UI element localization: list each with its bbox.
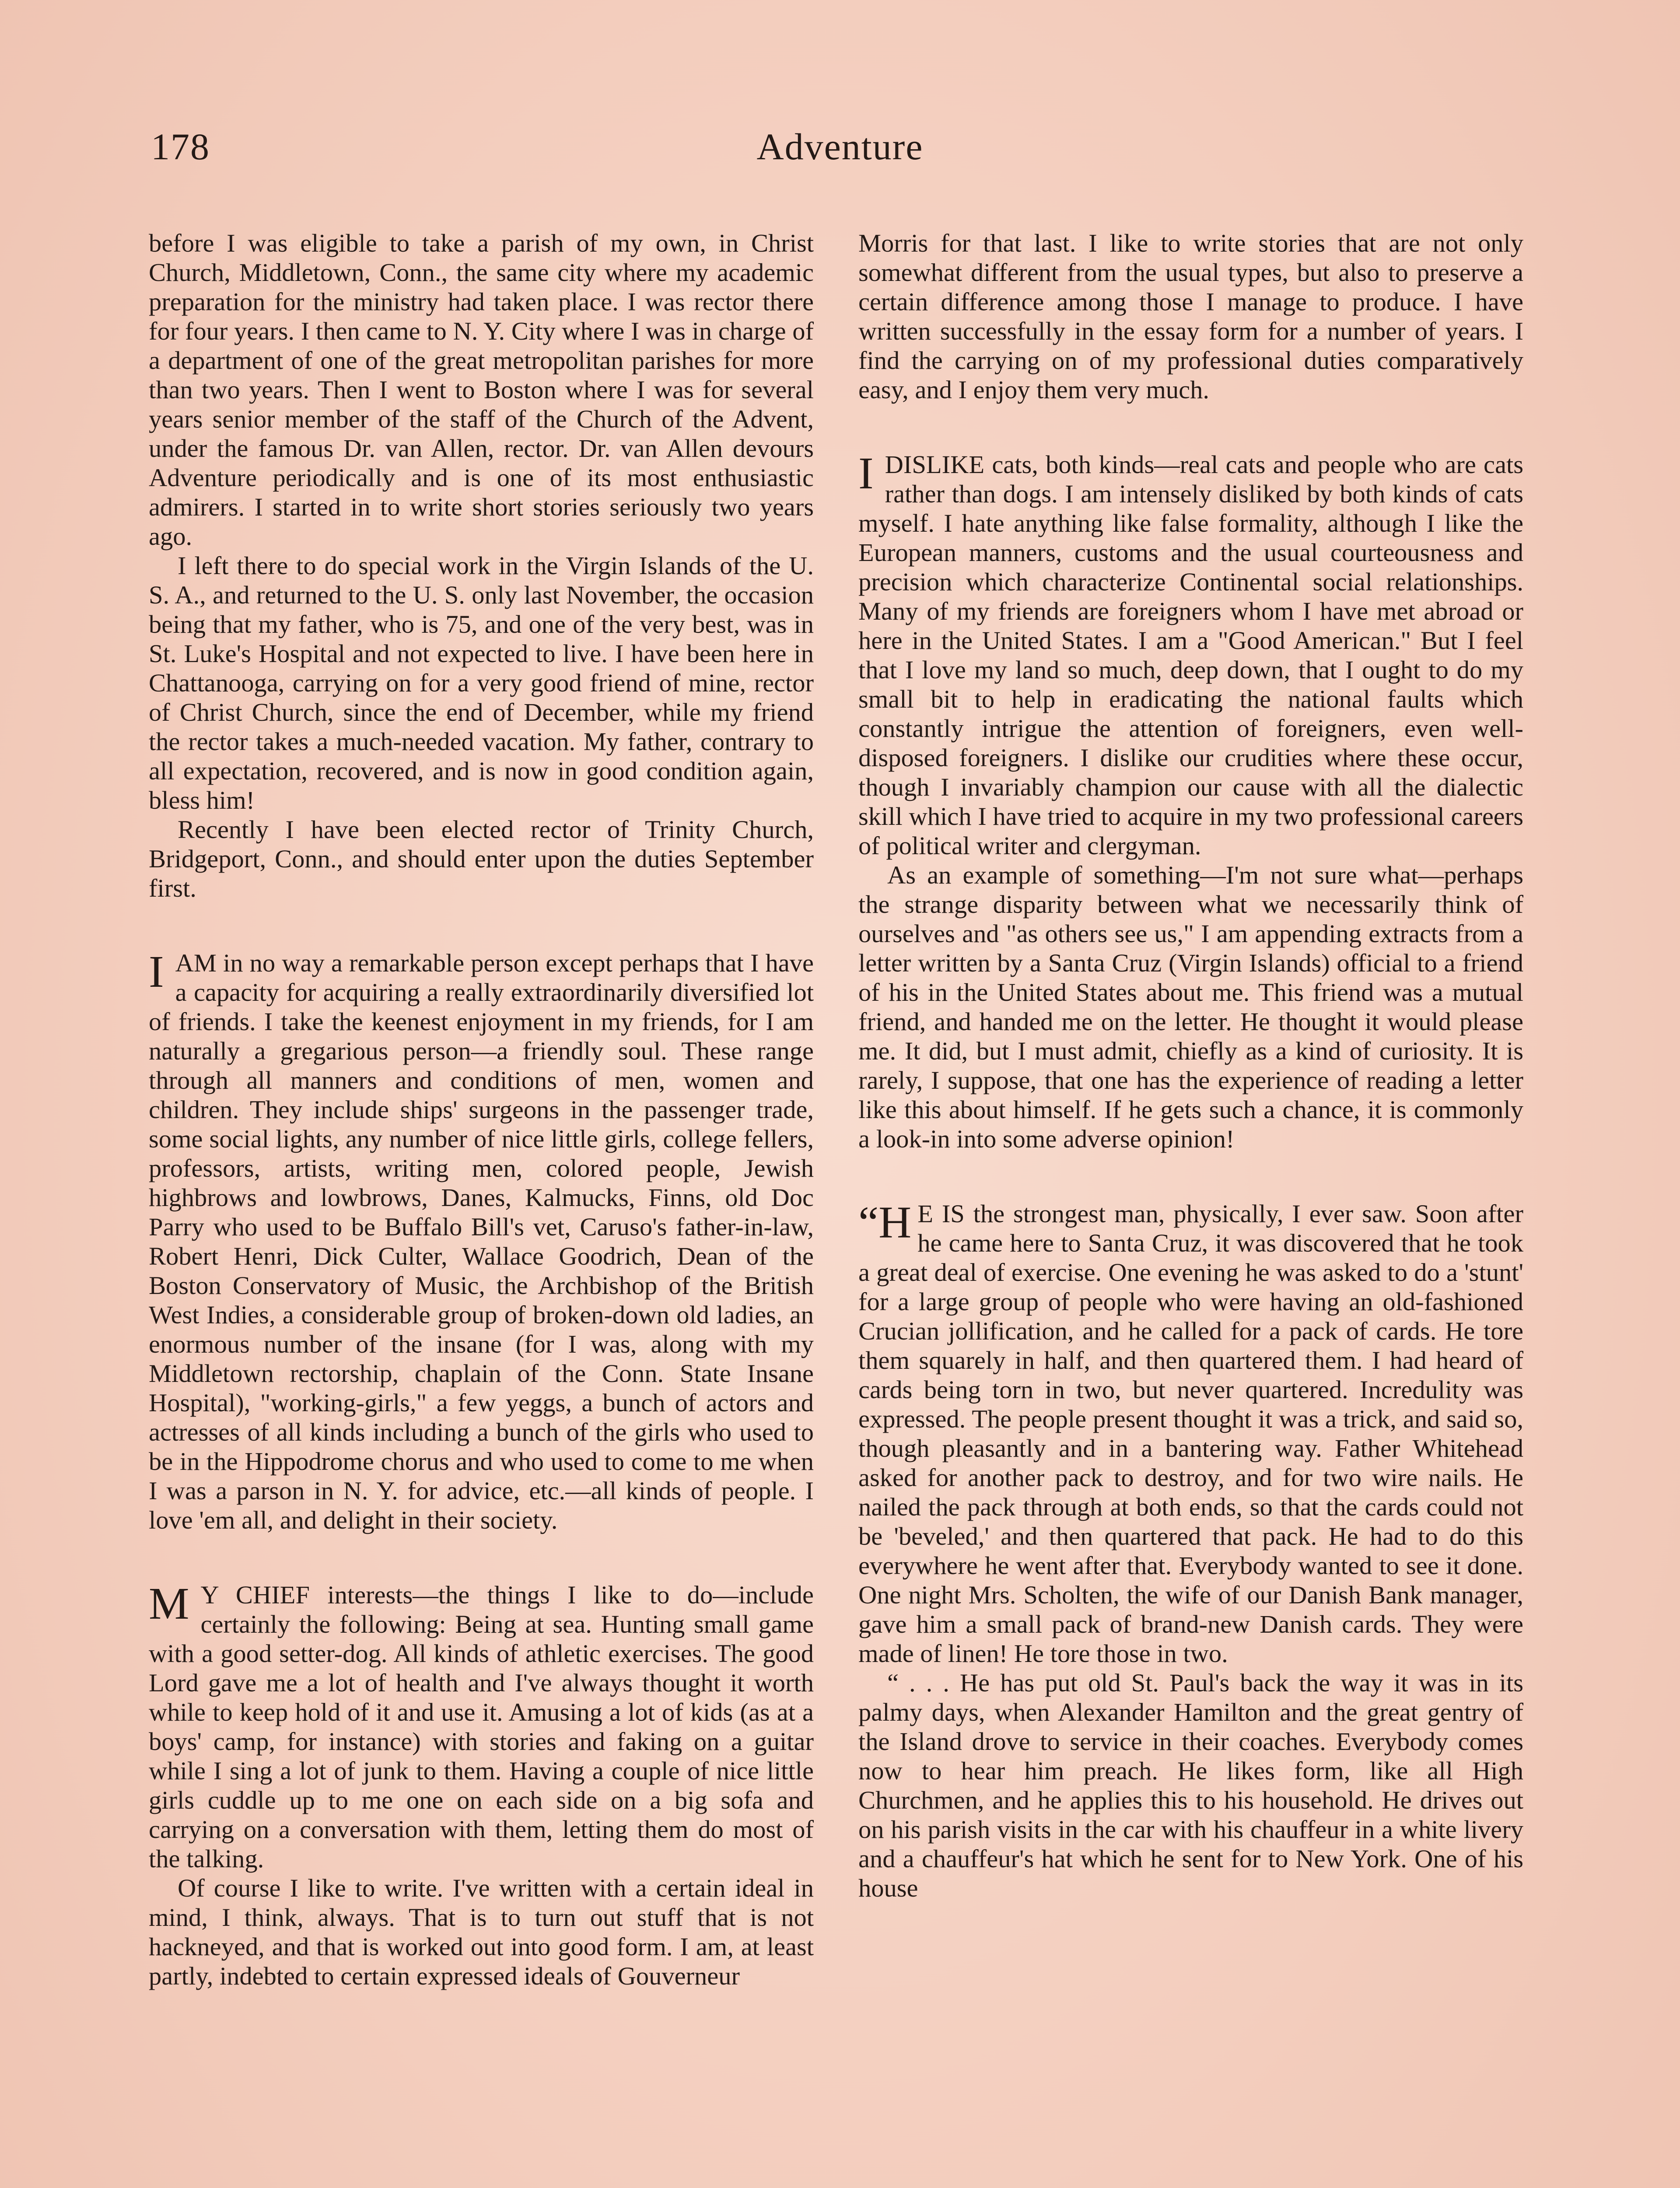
drop-cap: M [149,1578,189,1629]
paragraph: Of course I like to write. I've written with a certain ideal in mind, I think, always. That is to turn out stuff that is not hackneyed, and that is worked out into good form. I am, at least partly, indebted to certain expressed ideals of Gouverneur [149,1874,814,1990]
drop-cap: I [858,448,874,498]
running-title: Adventure [756,126,924,168]
right-column [858,228,1523,1903]
paragraph: Recently I have been elected rector of Trinity Church, Bridgeport, Conn., and should enter upon the duties September first. [149,815,814,902]
paragraph: As an example of something—I'm not sure what—perhaps the strange disparity between what we necessarily think of ourselves and "as others see us," I am appending extracts from a letter written by a Santa Cruz (Virgin Islands) official to a friend of his in the United States about me. This friend was a mutual friend, and handed me on the letter. He thought it would please me. It did, but I must admit, chiefly as a kind of curiosity. It is rarely, I suppose, that one has the experience of reading a letter like this about himself. If he gets such a chance, it is commonly a look-in into some adverse opinion! [858,861,1523,1153]
section-text: DISLIKE cats, both kinds—real cats and people who are cats rather than dogs. I am intensely disliked by both kinds of cats myself. I hate anything like false formality, although I like the European manners, customs and the usual courteousness and precision which characterize Continental social relationships. Many of my friends are foreigners whom I have met abroad or here in the United States. I am a "Good American." But I feel that I love my land so much, deep down, that I ought to do my small bit to help in eradicating the national faults which constantly intrigue the attention of foreigners, even well-disposed foreigners. I dislike our crudities where these occur, though I invariably champion our cause with all the dialectic skill which I have tried to acquire in my two professional careers of political writer and clergyman. [858,450,1523,860]
paragraph: I left there to do special work in the Virgin Islands of the U. S. A., and returned to the U. S. only last November, the occasion being that my father, who is 75, and one of the very best, was in St. Luke's Hospital and not expected to live. I have been here in Chattanooga, carrying on for a very good friend of mine, rector of Christ Church, since the end of December, while my friend the rector takes a much-needed vacation. My father, contrary to all expectation, recovered, and is now in good condition again, bless him! [149,551,814,814]
drop-cap: I [149,947,164,997]
section-paragraph [149,948,814,1535]
section-text: AM in no way a remarkable person except perhaps that I have a capacity for acquiring a really extraordinarily diversified lot of friends. I take the keenest enjoyment in my friends, for I am naturally a gregarious person—a friendly soul. These range through all manners and conditions of men, women and children. They include ships' surgeons in the passenger trade, some social lights, any number of nice little girls, college fellers, professors, artists, writing men, colored people, Jewish highbrows and lowbrows, Danes, Kalmucks, Finns, old Doc Parry who used to be Buffalo Bill's vet, Caruso's father-in-law, Robert Henri, Dick Culter, Wallace Goodrich, Dean of the Boston Conservatory of Music, the Archbishop of the British West Indies, a considerable group of broken-down old ladies, an enormous number of the insane (for I was, along with my Middletown rectorship, chaplain of the Conn. State Insane Hospital), "working-girls," a few yeggs, a bunch of actors and actresses of all kinds including a bunch of the girls who used to be in the Hippodrome chorus and who used to come to me when I was a parson in N. Y. for advice, etc.—all kinds of people. I love 'em all, and delight in their society. [149,949,814,1534]
drop-cap: “H [858,1197,912,1248]
paragraph: before I was eligible to take a parish of my own, in Christ Church, Middletown, Conn., the same city where my academic preparation for the ministry had taken place. I was rector there for four years. I then came to N. Y. City where I was in charge of a department of one of the great metropolitan parishes for more than two years. Then I went to Boston where I was for several years senior member of the staff of the Church of the Advent, under the famous Dr. van Allen, rector. Dr. van Allen devours Adventure periodically and is one of its most enthusiastic admirers. I started in to write short stories seriously two years ago. [149,229,814,551]
section-paragraph [858,450,1523,860]
section-paragraph [858,1199,1523,1668]
section-text: E IS the strongest man, physically, I ever saw. Soon after he came here to Santa Cruz, it was discovered that he took a great deal of exercise. One evening he was asked to do a 'stunt' for a large group of people who were having an old-fashioned Crucian jollification, and he called for a pack of cards. He tore them squarely in half, and then quartered them. I had heard of cards being torn in two, but never quartered. Incredulity was expressed. The people present thought it was a trick, and said so, though pleasantly and in a bantering way. Father Whitehead asked for another pack to destroy, and for two wire nails. He nailed the pack through at both ends, so that the cards could not be 'beveled,' and then quartered that pack. He had to do this everywhere he went after that. Everybody wanted to see it done. One night Mrs. Scholten, the wife of our Danish Bank manager, gave him a small pack of brand-new Danish cards. They were made of linen! He tore those in two. [858,1199,1523,1668]
section-paragraph [149,1580,814,1873]
paragraph: Morris for that last. I like to write stories that are not only somewhat different from the usual types, but also to preserve a certain difference among those I manage to produce. I have written successfully in the essay form for a number of years. I find the carrying on of my professional duties comparatively easy, and I enjoy them very much. [858,229,1523,404]
paragraph: “ . . . He has put old St. Paul's back the way it was in its palmy days, when Alexander Hamilton and the great gentry of the Island drove to service in their coaches. Everybody comes now to hear him preach. He likes form, like all High Churchmen, and he applies this to his household. He drives out on his parish visits in the car with his chauffeur in a white livery and a chauffeur's hat which he sent for to New York. One of his house [858,1669,1523,1902]
page-number: 178 [151,126,210,168]
section-text: Y CHIEF interests—the things I like to do—include certainly the following: Being at sea. Hunting small game with a good setter-dog. All kinds of athletic exercises. The good Lord gave me a lot of health and I've always thought it worth while to keep hold of it and use it. Amusing a lot of kids (as at a boys' camp, for instance) with stories and faking on a guitar while I sing a lot of junk to them. Having a couple of nice little girls cuddle up to me one on each side on a big sofa and carrying on a conversation with them, letting them do most of the talking. [149,1581,814,1873]
left-column [149,228,814,1991]
